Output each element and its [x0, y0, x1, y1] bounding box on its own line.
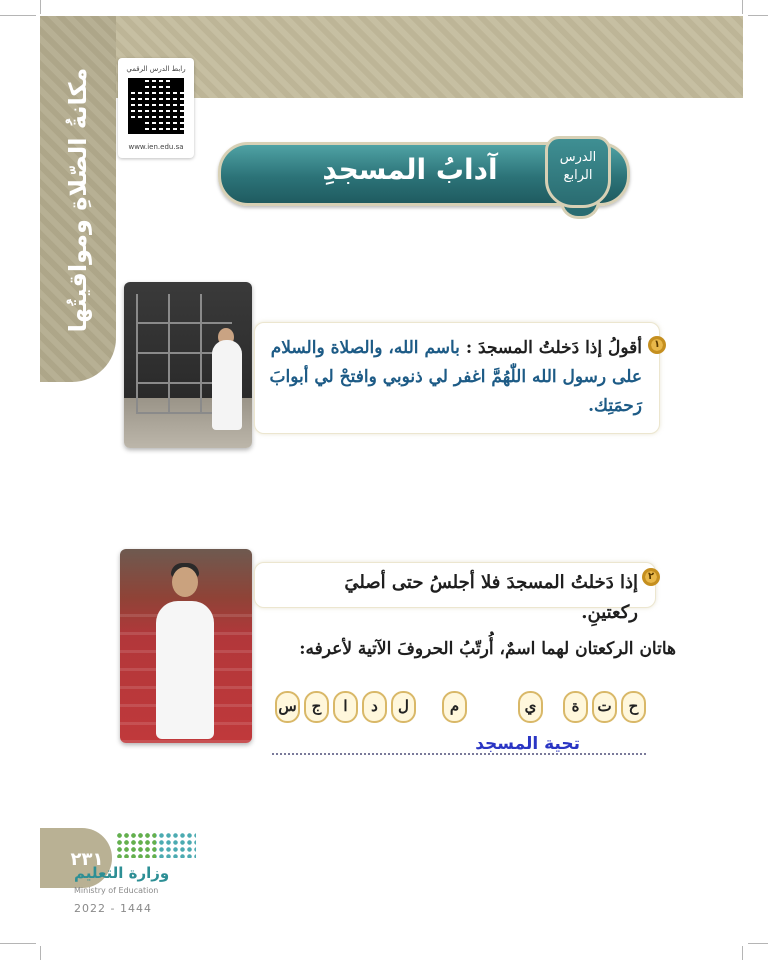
letter-tile[interactable]: د: [362, 691, 387, 723]
boy-head: [172, 567, 198, 597]
unit-title: مكانةُ الصّلاةِ ومواقيتُها: [64, 67, 92, 333]
crop-mark: [40, 946, 41, 960]
crop-mark: [748, 943, 768, 944]
crop-mark: [0, 15, 36, 16]
item-number-badge: ٢: [642, 568, 660, 586]
lesson-badge-number: الرابع: [563, 168, 593, 183]
qr-code-icon[interactable]: [128, 78, 184, 134]
edition-year: 2022 - 1444: [74, 902, 152, 915]
lesson-title: آدابُ المسجدِ: [322, 153, 498, 186]
letter-tile[interactable]: س: [275, 691, 300, 723]
boy-figure: [212, 340, 242, 430]
exercise-prompt: هاتان الركعتان لهما اسمٌ، أُرتّبُ الحروفَ الآتية لأعرفه:: [299, 639, 676, 659]
letter-tile[interactable]: ح: [621, 691, 646, 723]
letter-tile[interactable]: ي: [518, 691, 543, 723]
letter-tile[interactable]: ل: [391, 691, 416, 723]
ministry-name-arabic: وزارة التعليم: [74, 864, 170, 882]
entering-dua-lead: أقولُ إذا دَخلتُ المسجدَ :: [465, 338, 642, 358]
letter-tile[interactable]: م: [442, 691, 467, 723]
qr-url: www.ien.edu.sa: [128, 143, 184, 151]
crop-mark: [742, 946, 743, 960]
entering-dua-text: [268, 334, 642, 421]
letter-tile[interactable]: ت: [592, 691, 617, 723]
lesson-badge-label: الدرس: [559, 150, 597, 165]
crop-mark: [40, 0, 41, 14]
ministry-logo-accent-icon: [116, 832, 156, 858]
answer-text[interactable]: تحية المسجد: [475, 734, 580, 754]
crop-mark: [748, 15, 768, 16]
lesson-badge: [545, 136, 611, 208]
photo-boy-entering-mosque: [124, 282, 252, 448]
qr-caption: رابط الدرس الرقمي: [126, 65, 186, 73]
ministry-name-english: Ministry of Education: [74, 886, 159, 895]
letter-tile[interactable]: ة: [563, 691, 588, 723]
photo-boy-praying: [120, 549, 252, 743]
two-rakahs-rule: إذا دَخلتُ المسجدَ فلا أجلسُ حتى أصليَ ركعتينِ.: [344, 572, 638, 623]
boy-figure: [156, 601, 214, 739]
letter-tile[interactable]: ج: [304, 691, 329, 723]
letter-tile[interactable]: ا: [333, 691, 358, 723]
qr-card[interactable]: [118, 58, 194, 158]
page-number: ٢٣١: [70, 849, 104, 870]
crop-mark: [742, 0, 743, 14]
crop-mark: [0, 943, 36, 944]
item-number-badge: ١: [648, 336, 666, 354]
entering-dua-body: باسم الله، والصلاة والسلام على رسول الله اللّٰهُمَّ اغفر لي ذنوبي وافتحْ لي أبوابَ رَحمَتِك.: [269, 338, 642, 416]
